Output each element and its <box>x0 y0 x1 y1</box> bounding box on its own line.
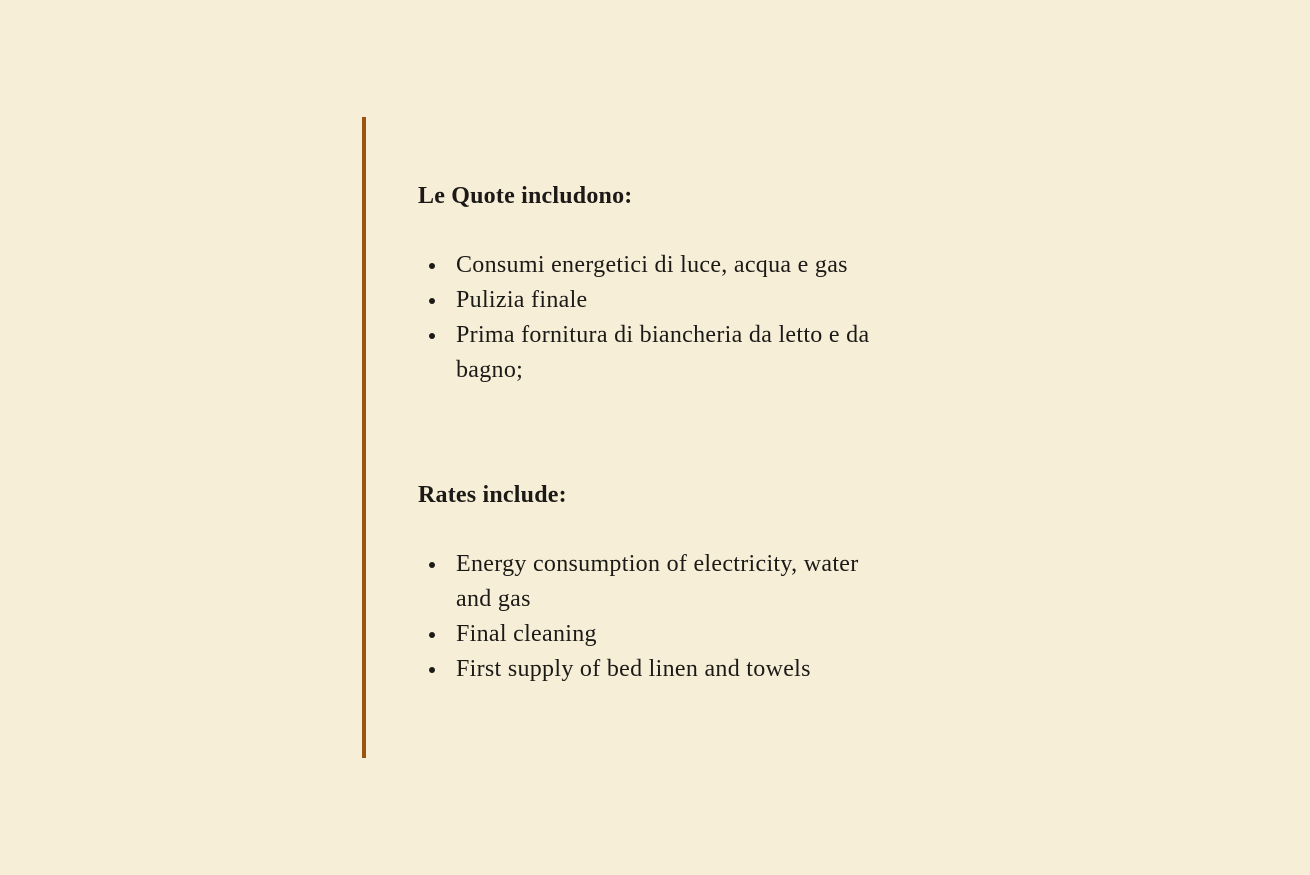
list-item-text: Consumi energetici di luce, acqua e gas <box>456 252 848 278</box>
italian-list <box>418 248 958 388</box>
list-item <box>418 652 886 687</box>
list-item-text: Pulizia finale <box>456 287 588 313</box>
english-list <box>418 547 958 687</box>
bullet-icon <box>429 632 435 638</box>
list-item-text: First supply of bed linen and towels <box>456 656 811 682</box>
bullet-icon <box>429 562 435 568</box>
list-item <box>418 617 886 652</box>
bullet-icon <box>429 333 435 339</box>
english-section <box>418 477 958 687</box>
english-title: Rates include: <box>418 482 567 508</box>
rates-content <box>418 178 958 687</box>
list-item-text: Prima fornitura di biancheria da letto e da bagno; <box>456 322 870 383</box>
list-item <box>418 248 926 283</box>
italian-section <box>418 178 958 388</box>
list-item <box>418 547 886 617</box>
bullet-icon <box>429 263 435 269</box>
list-item <box>418 283 926 318</box>
accent-bar <box>362 117 366 758</box>
bullet-icon <box>429 667 435 673</box>
bullet-icon <box>429 298 435 304</box>
list-item-text: Energy consumption of electricity, water and gas <box>456 551 859 612</box>
list-item-text: Final cleaning <box>456 621 597 647</box>
italian-title: Le Quote includono: <box>418 183 633 209</box>
list-item <box>418 318 926 388</box>
